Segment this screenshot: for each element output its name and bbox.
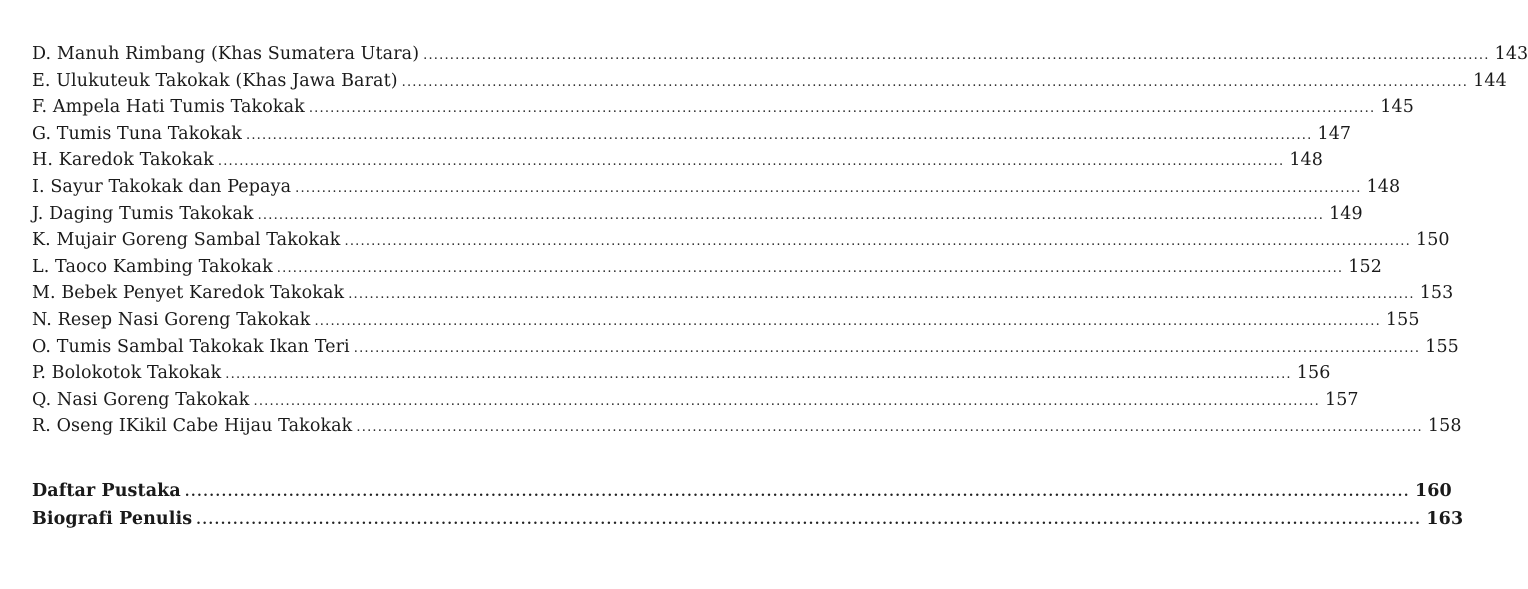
entry-page-number: 147 — [1317, 123, 1352, 144]
entry-title: P. Bolokotok Takokak — [32, 363, 222, 384]
toc-entry — [32, 230, 1450, 257]
entry-page-number: 148 — [1366, 176, 1401, 197]
toc-entry — [32, 336, 1459, 364]
entry-page-number: 143 — [1494, 44, 1528, 64]
back-matter-list — [32, 481, 1464, 536]
dot-leader: ........................................................................................................................................................................................................ — [356, 420, 1423, 436]
dot-leader: ........................................................................................................................................................................................................ — [217, 154, 1285, 170]
dot-leader: ........................................................................................................................................................................................................ — [344, 234, 1411, 250]
toc-entry — [32, 97, 1414, 124]
entry-title: O. Tumis Sambal Takokak Ikan Teri — [32, 336, 350, 357]
toc-entry — [32, 44, 1528, 71]
toc-entry — [32, 70, 1507, 98]
dot-leader: ........................................................................................................................................................................................................ — [276, 260, 1344, 276]
entry-page-number: 145 — [1380, 97, 1414, 118]
entry-title: J. Daging Tumis Takokak — [32, 203, 254, 224]
toc-entry — [32, 389, 1359, 417]
dot-leader: ........................................................................................................................................................................................................ — [257, 207, 1325, 223]
dot-leader: ........................................................................................................................................................................................................ — [353, 340, 1421, 356]
entry-title: I. Sayur Takokak dan Pepaya — [32, 176, 292, 197]
entry-page-number: 148 — [1289, 150, 1324, 171]
dot-leader: ........................................................................................................................................................................................................ — [246, 127, 1313, 143]
entry-title: D. Manuh Rimbang (Khas Sumatera Utara) — [32, 44, 420, 64]
entry-title: Daftar Pustaka — [32, 481, 181, 501]
entry-page-number: 152 — [1348, 256, 1382, 277]
entry-page-number: 155 — [1385, 309, 1420, 330]
entry-title: L. Taoco Kambing Takokak — [32, 256, 273, 277]
toc-entry — [32, 150, 1324, 177]
entry-title: Biografi Penulis — [32, 508, 193, 529]
entry-title: H. Karedok Takokak — [32, 150, 214, 171]
entry-page-number: 163 — [1426, 508, 1464, 529]
entry-title: F. Ampela Hati Tumis Takokak — [32, 97, 305, 118]
entry-title: N. Resep Nasi Goreng Takokak — [32, 309, 311, 330]
toc-entry — [32, 309, 1420, 337]
dot-leader: ........................................................................................................................................................................................................ — [423, 48, 1490, 63]
dot-leader: ........................................................................................................................................................................................................ — [225, 367, 1292, 383]
dot-leader: ........................................................................................................................................................................................................ — [348, 287, 1415, 303]
entry-title: E. Ulukuteuk Takokak (Khas Jawa Barat) — [32, 70, 398, 91]
toc-entry — [32, 283, 1454, 310]
toc-entry — [32, 176, 1401, 204]
dot-leader: ........................................................................................................................................................................................................ — [308, 101, 1376, 117]
back-matter-entry — [32, 508, 1464, 537]
dot-leader: ........................................................................................................................................................................................................ — [184, 485, 1410, 500]
entry-title: G. Tumis Tuna Takokak — [32, 123, 242, 144]
toc-entry — [32, 203, 1363, 231]
entry-page-number: 157 — [1324, 389, 1359, 410]
toc-entry — [32, 123, 1352, 151]
entry-page-number: 153 — [1419, 283, 1454, 304]
dot-leader: ........................................................................................................................................................................................................ — [314, 313, 1381, 329]
table-of-contents — [32, 44, 1528, 443]
toc-entry — [32, 363, 1331, 390]
dot-leader: ........................................................................................................................................................................................................ — [401, 74, 1469, 90]
entry-page-number: 160 — [1415, 481, 1452, 501]
entry-page-number: 149 — [1329, 203, 1363, 224]
entry-page-number: 158 — [1427, 416, 1462, 437]
entry-page-number: 150 — [1415, 230, 1450, 251]
entry-page-number: 144 — [1473, 70, 1507, 91]
entry-title: Q. Nasi Goreng Takokak — [32, 389, 250, 410]
dot-leader: ........................................................................................................................................................................................................ — [295, 180, 1362, 196]
entry-title: R. Oseng IKikil Cabe Hijau Takokak — [32, 416, 353, 437]
dot-leader: ........................................................................................................................................................................................................ — [196, 512, 1422, 528]
entry-page-number: 155 — [1425, 336, 1459, 357]
back-matter-entry — [32, 481, 1452, 509]
dot-leader: ........................................................................................................................................................................................................ — [253, 393, 1320, 409]
entry-page-number: 156 — [1296, 363, 1331, 384]
entry-title: M. Bebek Penyet Karedok Takokak — [32, 283, 345, 304]
toc-entry — [32, 256, 1382, 284]
toc-entry — [32, 416, 1462, 443]
entry-title: K. Mujair Goreng Sambal Takokak — [32, 230, 341, 251]
